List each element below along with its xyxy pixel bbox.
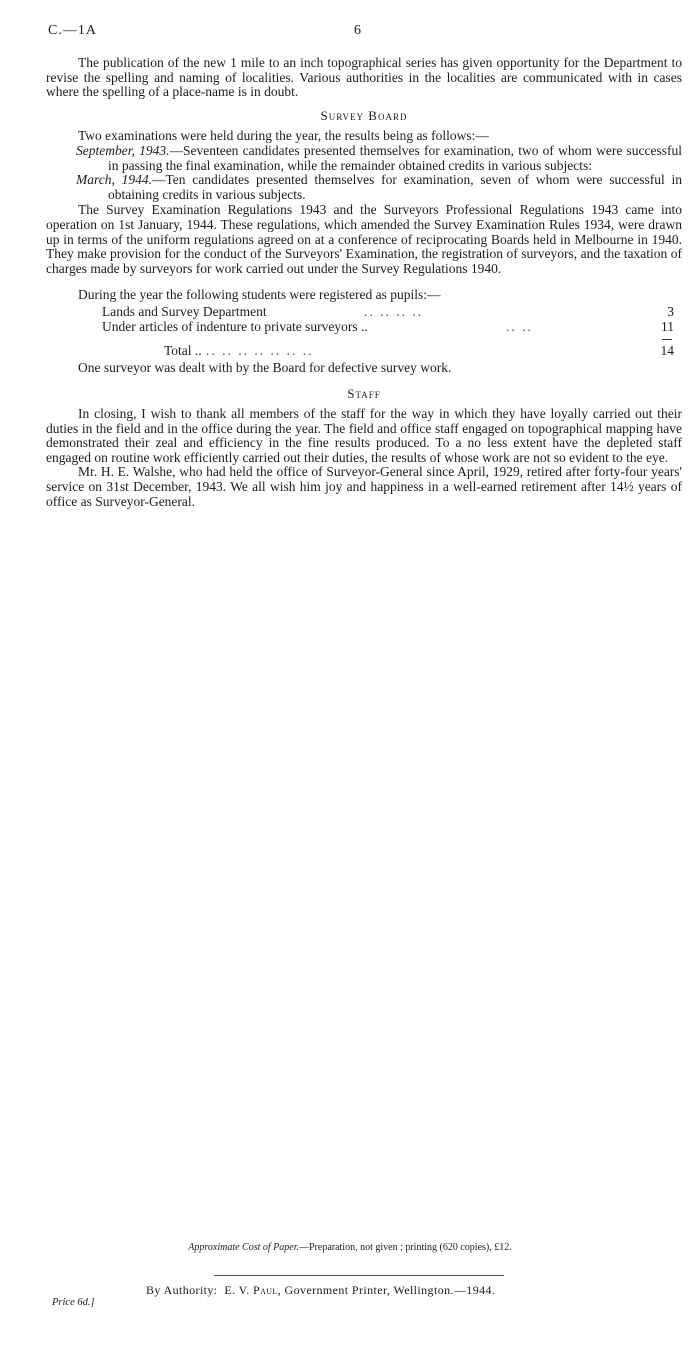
intro-paragraph: The publication of the new 1 mile to an inch topographical series has given opportunity for the Department to revise the spelling and naming of localities. Various authorities in the localities are communicated with in cases where the spelling of a place-name is in doubt.	[46, 55, 682, 100]
authority-prefix: By Authority:	[146, 1283, 218, 1297]
printer-name: E. V. Paul,	[224, 1283, 282, 1297]
document-code: C.—1A	[48, 23, 97, 38]
leader-dots: .. .. .. .. .. .. ..	[206, 342, 314, 358]
defective-note: One surveyor was dealt with by the Board for defective survey work.	[78, 359, 452, 375]
cost-label: Approximate Cost of Paper.	[188, 1242, 299, 1253]
page-header	[46, 24, 682, 42]
pupils-row-value: 3	[667, 303, 674, 319]
staff-paragraph-1: In closing, I wish to thank all members of the staff for the way in which they have loyally carried out their duties in the field and in the office during the year. The field and office staff engaged on topographical mapping have demonstrated their zeal and efficiency in the fine results produced. To a no less extent have the depleted staff engaged on routine work efficiently carried out their duties, the results of whose work are not so evident to the eye.	[46, 406, 682, 465]
exam2-text: —Ten candidates presented themselves for examination, seven of whom were successful in obtaining credits in various subjects.	[108, 172, 682, 202]
table-row-total	[46, 344, 682, 359]
exam-september-1943	[46, 144, 682, 173]
table-row	[46, 305, 682, 320]
document-page	[46, 24, 682, 509]
staff-heading: Staff	[347, 385, 381, 401]
exams-intro: Two examinations were held during the year, the results being as follows:—	[78, 128, 489, 144]
leader-dots: .. ..	[506, 318, 533, 334]
page-number: 6	[354, 23, 361, 38]
cost-text: —Preparation, not given ; printing (620 copies), £12.	[298, 1242, 512, 1253]
pupils-row-value: 11	[661, 318, 674, 334]
pupils-row-label: Under articles of indenture to private surveyors ..	[102, 318, 368, 334]
table-row	[46, 320, 682, 335]
total-label: Total ..	[164, 342, 202, 358]
staff-paragraph-2: Mr. H. E. Walshe, who had held the office of Surveyor-General since April, 1929, retired after forty-four years' service on 31st December, 1943. We all wish him joy and happiness in a well-earned retirement after 14½ years of office as Surveyor-General.	[46, 464, 682, 509]
pupils-intro: During the year the following students were registered as pupils:—	[78, 287, 441, 303]
leader-dots: .. .. .. ..	[364, 303, 424, 319]
cost-of-paper-line	[0, 1242, 700, 1254]
exam1-date: September, 1943.	[76, 142, 170, 158]
regulations-paragraph: The Survey Examination Regulations 1943 and the Surveyors Professional Regulations 1943 came into operation on 1st January, 1944. These regulations, which amended the Survey Examination Rules 1934, were drawn up in terms of the uniform regulations agreed on at a conference of reciprocating Boards held in Melbourne in 1940. They make provision for the conduct of the Surveyors' Examination, the registration of surveyors, and the taxation of charges made by surveyors for work carried out under the Survey Regulations 1940.	[46, 202, 682, 276]
exam-march-1944	[46, 173, 682, 202]
exam2-date: March, 1944.	[76, 172, 152, 188]
sum-rule	[46, 335, 682, 344]
survey-board-heading: Survey Board	[320, 107, 408, 123]
price-label: Price 6d.]	[52, 1297, 95, 1308]
authority-suffix: Government Printer, Wellington.—1944.	[284, 1283, 496, 1297]
footer-divider	[214, 1275, 504, 1276]
exam1-text: —Seventeen candidates presented themselves for examination, two of whom were successful in passing the final examination, while the remainder obtained credits in various subjects:	[108, 142, 683, 173]
pupils-table	[46, 305, 682, 359]
authority-line	[146, 1283, 495, 1298]
total-value: 14	[660, 342, 674, 358]
pupils-row-label: Lands and Survey Department	[102, 303, 267, 319]
